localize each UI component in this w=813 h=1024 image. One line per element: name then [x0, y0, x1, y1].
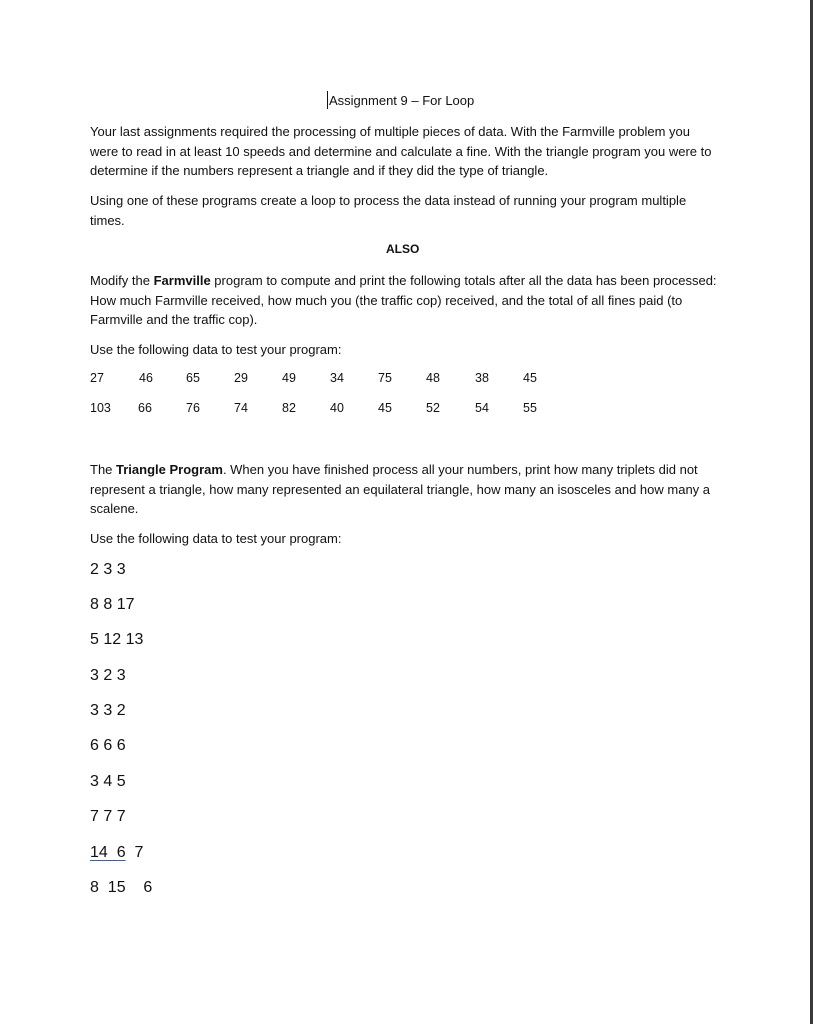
- speed-value: 52: [426, 401, 440, 415]
- speed-value: 74: [234, 401, 248, 415]
- farmville-bold: Farmville: [153, 273, 211, 288]
- speed-value: 27: [90, 371, 104, 385]
- triangle-text-after: . When you have finished process all your numbers, print how many triplets did not represent a triangle, how many represented an equilateral triangle, how many an isosceles and how many a scalene.: [90, 462, 711, 516]
- triplet-line: 3 3 2: [90, 702, 126, 719]
- speed-value: 40: [330, 401, 344, 415]
- speed-value: 45: [523, 371, 537, 385]
- triplet-line: 3 2 3: [90, 667, 126, 684]
- speed-value: 103: [90, 401, 111, 415]
- triplet-line: 3 4 5: [90, 773, 126, 790]
- also-heading: ALSO: [386, 242, 420, 256]
- triangle-paragraph: [90, 460, 720, 519]
- triplet-line: 8 15 6: [90, 879, 153, 896]
- speed-value: 66: [138, 401, 152, 415]
- triplet-line: 6 6 6: [90, 737, 126, 754]
- farmville-text-before: Modify the: [90, 273, 154, 288]
- test-prompt-triangle: Use the following data to test your program:: [90, 531, 342, 546]
- triplet-rest: 7: [125, 844, 144, 861]
- underlined-numbers: 14 6: [90, 844, 126, 861]
- test-prompt-farmville: Use the following data to test your program:: [90, 342, 342, 357]
- intro-paragraph: Your last assignments required the processing of multiple pieces of data. With the Farmville problem you were to read in at least 10 speeds and determine and calculate a fine. With the triangle program you were to determine if the numbers represent a triangle and if they did the type of triangle.: [90, 124, 712, 178]
- speed-value: 65: [186, 371, 200, 385]
- farmville-text-after: program to compute and print the following totals after all the data has been processed: How much Farmville received, how much you (the traffic cop) received, and the total of all fines paid (to Farmville and the traffic cop).: [90, 273, 717, 327]
- speed-value: 82: [282, 401, 296, 415]
- loop-paragraph: Using one of these programs create a loop to process the data instead of running your program multiple times.: [90, 193, 687, 228]
- text-cursor: [327, 91, 328, 109]
- triplet-line: 8 8 17: [90, 596, 135, 613]
- speed-value: 55: [523, 401, 537, 415]
- speed-value: 46: [139, 371, 153, 385]
- triplet-line: 2 3 3: [90, 561, 126, 578]
- triplet-line-underlined: [90, 844, 143, 862]
- assignment-title: [329, 93, 474, 108]
- triplet-line: 5 12 13: [90, 631, 144, 648]
- speed-value: 45: [378, 401, 392, 415]
- farmville-paragraph: [90, 271, 720, 330]
- speed-value: 29: [234, 371, 248, 385]
- speed-value: 38: [475, 371, 489, 385]
- title-text: Assignment 9 – For Loop: [329, 93, 475, 108]
- speed-value: 49: [282, 371, 296, 385]
- speed-value: 48: [426, 371, 440, 385]
- speed-value: 76: [186, 401, 200, 415]
- speed-value: 34: [330, 371, 344, 385]
- speed-value: 75: [378, 371, 392, 385]
- triangle-bold: Triangle Program: [116, 462, 223, 477]
- triplet-line: 7 7 7: [90, 808, 126, 825]
- triangle-text-before: The: [90, 462, 117, 477]
- speed-value: 54: [475, 401, 489, 415]
